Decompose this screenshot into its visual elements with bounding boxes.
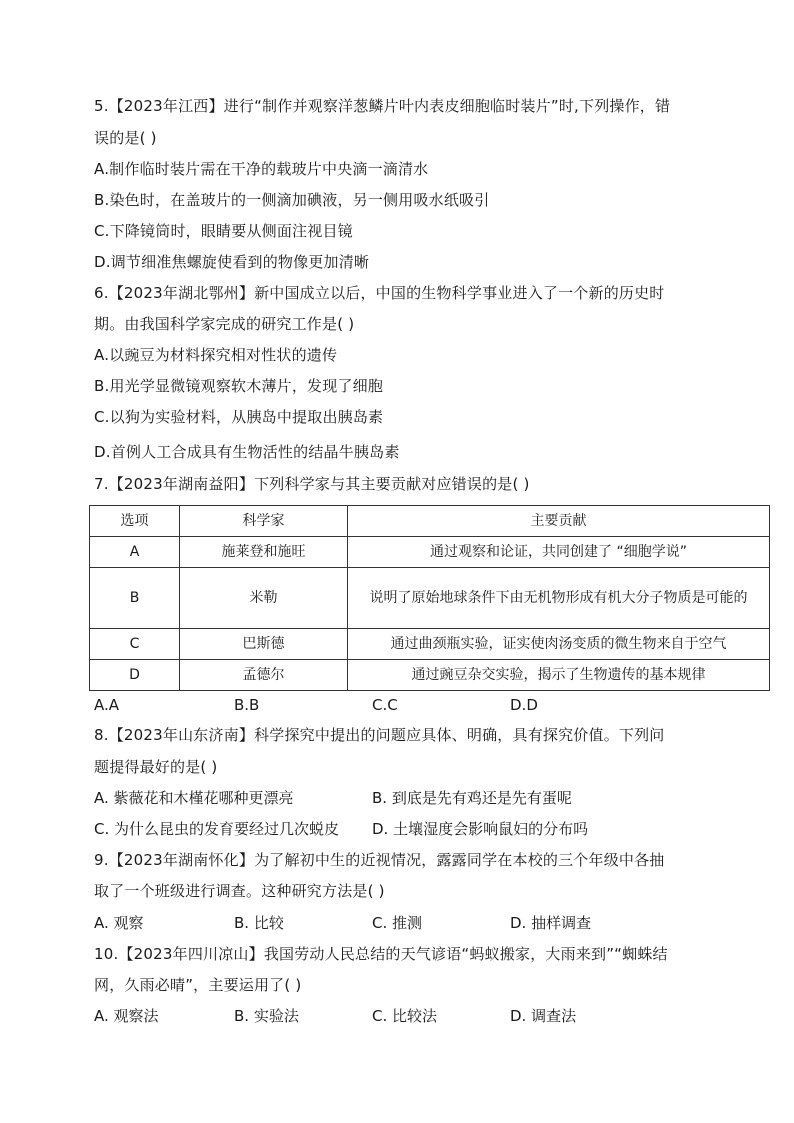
q6-stem-line1: 6.【2023年湖北鄂州】新中国成立以后，中国的生物科学事业进入了一个新的历史时 <box>94 284 665 302</box>
table-row <box>90 568 770 629</box>
row-contribution: 通过曲颈瓶实验，证实使肉汤变质的微生物来自于空气 <box>348 629 770 660</box>
q5-option-a: A.制作临时装片需在干净的载玻片中央滴一滴清水 <box>94 160 429 178</box>
q8-option-b: B. 到底是先有鸡还是先有蛋呢 <box>372 789 572 807</box>
q8-option-d: D. 土壤湿度会影响鼠妇的分布吗 <box>372 820 589 838</box>
q5-stem-line1: 5.【2023年江西】进行“制作并观察洋葱鳞片叶内表皮细胞临时装片”时,下列操作，错 <box>94 97 671 115</box>
row-scientist: 孟德尔 <box>180 660 348 691</box>
q5-option-b: B.染色时，在盖玻片的一侧滴加碘液，另一侧用吸水纸吸引 <box>94 191 490 209</box>
q9-option-d: D. 抽样调查 <box>510 914 592 932</box>
q6-option-a: A.以豌豆为材料探究相对性状的遗传 <box>94 346 338 364</box>
row-scientist: 巴斯德 <box>180 629 348 660</box>
table-header-row <box>90 506 770 537</box>
row-scientist: 施莱登和施旺 <box>180 537 348 568</box>
row-contribution: 说明了原始地球条件下由无机物形成有机大分子物质是可能的 <box>348 568 770 629</box>
q9-option-a: A. 观察 <box>94 914 144 932</box>
q8-stem-line2: 题提得最好的是( ) <box>94 758 218 776</box>
q8-option-c: C. 为什么昆虫的发育要经过几次蜕皮 <box>94 820 340 838</box>
row-contribution: 通过豌豆杂交实验，揭示了生物遗传的基本规律 <box>348 660 770 691</box>
q10-stem-line2: 网，久雨必晴”，主要运用了( ) <box>94 976 302 994</box>
q7-answer-b: B.B <box>234 696 260 714</box>
q7-answer-c: C.C <box>372 696 398 714</box>
row-contribution: 通过观察和论证，共同创建了 “细胞学说” <box>348 537 770 568</box>
row-option: D <box>90 660 180 691</box>
q7-answer-a: A.A <box>94 696 120 714</box>
q6-stem-line2: 期。由我国科学家完成的研究工作是( ) <box>94 315 355 333</box>
q10-option-d: D. 调查法 <box>510 1007 577 1025</box>
header-option: 选项 <box>90 506 180 537</box>
q7-table <box>89 505 770 691</box>
q10-stem-line1: 10.【2023年四川凉山】我国劳动人民总结的天气谚语“蚂蚁搬家，大雨来到”“蜘蛛结 <box>94 945 668 963</box>
row-scientist: 米勒 <box>180 568 348 629</box>
table-row <box>90 629 770 660</box>
q9-option-b: B. 比较 <box>234 914 284 932</box>
q7-answer-d: D.D <box>510 696 538 714</box>
row-option: A <box>90 537 180 568</box>
table-row <box>90 660 770 691</box>
q7-stem: 7.【2023年湖南益阳】下列科学家与其主要贡献对应错误的是( ) <box>94 475 530 493</box>
q5-stem-line2: 误的是( ) <box>94 129 157 147</box>
q5-option-d: D.调节细准焦螺旋使看到的物像更加清晰 <box>94 253 370 271</box>
header-scientist: 科学家 <box>180 506 348 537</box>
q9-option-c: C. 推测 <box>372 914 423 932</box>
q6-option-d: D.首例人工合成具有生物活性的结晶牛胰岛素 <box>94 443 400 461</box>
q9-stem-line1: 9.【2023年湖南怀化】为了解初中生的近视情况，露露同学在本校的三个年级中各抽 <box>94 851 665 869</box>
header-contribution: 主要贡献 <box>348 506 770 537</box>
row-option: C <box>90 629 180 660</box>
q8-stem-line1: 8.【2023年山东济南】科学探究中提出的问题应具体、明确，具有探究价值。下列问 <box>94 726 665 744</box>
q8-option-a: A. 紫薇花和木槿花哪种更漂亮 <box>94 789 294 807</box>
table-row <box>90 537 770 568</box>
q10-option-c: C. 比较法 <box>372 1007 438 1025</box>
q6-option-c: C.以狗为实验材料，从胰岛中提取出胰岛素 <box>94 408 384 426</box>
q10-option-a: A. 观察法 <box>94 1007 159 1025</box>
q6-option-b: B.用光学显微镜观察软木薄片，发现了细胞 <box>94 377 384 395</box>
q5-option-c: C.下降镜筒时，眼睛要从侧面注视目镜 <box>94 222 353 240</box>
row-option: B <box>90 568 180 629</box>
q10-option-b: B. 实验法 <box>234 1007 299 1025</box>
q9-stem-line2: 取了一个班级进行调查。这种研究方法是( ) <box>94 882 385 900</box>
